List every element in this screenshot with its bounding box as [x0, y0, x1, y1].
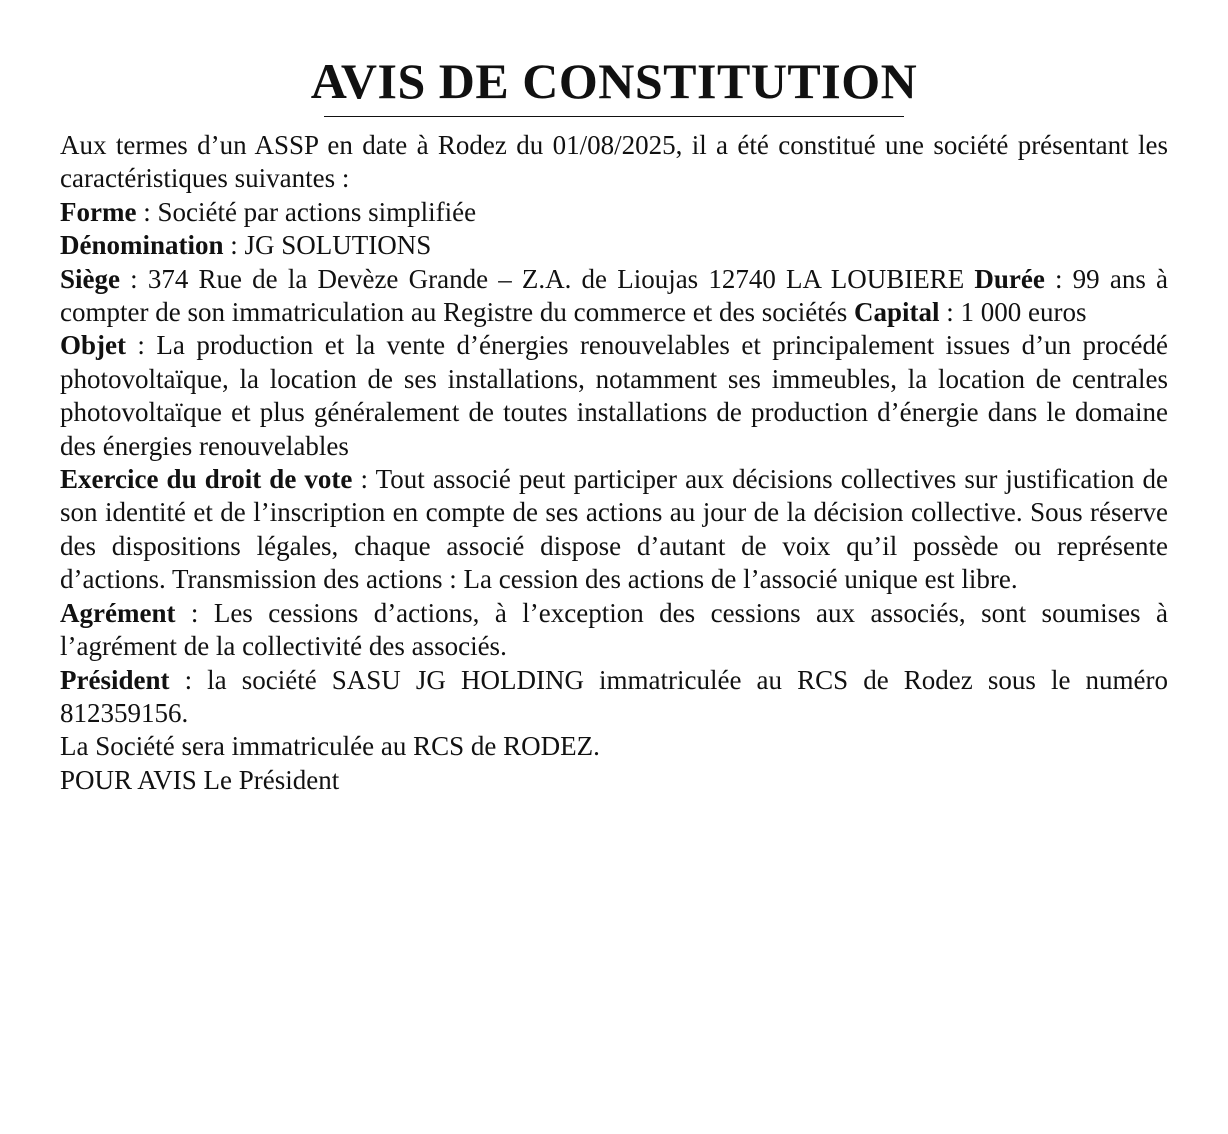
denomination-value: : JG SOLUTIONS: [223, 230, 432, 261]
legal-notice: [60, 52, 1168, 797]
president-value: : la société SASU JG HOLDING immatriculée au RCS de Rodez sous le numéro 812359156.: [60, 664, 1168, 728]
capital-label: Capital: [854, 297, 940, 328]
agrement-value: : Les cessions d’actions, à l’exception des cessions aux associés, sont soumises à l’agrément de la collectivité des associés.: [60, 597, 1168, 662]
notice-title: AVIS DE CONSTITUTION: [310, 53, 918, 109]
vote-paragraph: [60, 463, 1168, 597]
denomination-line: [60, 229, 1168, 262]
agrement-paragraph: [60, 597, 1168, 664]
forme-value: : Société par actions simplifiée: [136, 196, 477, 227]
agrement-label: Agrément: [60, 597, 176, 628]
president-label: Président: [60, 664, 170, 695]
notice-body: [60, 129, 1168, 797]
forme-line: [60, 196, 1168, 229]
denomination-label: Dénomination: [60, 230, 224, 261]
signature-line: POUR AVIS Le Président: [60, 764, 340, 795]
siege-value: : 374 Rue de la Devèze Grande – Z.A. de Lioujas 12740 LA LOUBIERE: [120, 263, 975, 294]
capital-value: : 1 000 euros: [939, 297, 1087, 328]
duree-value: : 99 ans à compter de son immatriculation au Registre du commerce et des sociétés: [60, 263, 1168, 328]
siege-label: Siège: [60, 263, 120, 294]
vote-value: : Tout associé peut participer aux décisions collectives sur justification de son identité et de l’inscription en compte de ses actions au jour de la décision collective. Sous réserve des dispositions légales, chaque associé dispose d’autant de voix qu’il possède ou représente d’actions. Transmission des actions : La cession des actions de l’associé unique est libre.: [60, 464, 1168, 595]
intro-paragraph: Aux termes d’un ASSP en date à Rodez du 01/08/2025, il a été constitué une société présentant les caractéristiques suivantes :: [60, 130, 1168, 194]
objet-label: Objet: [60, 330, 126, 361]
duree-label: Durée: [974, 263, 1045, 294]
objet-paragraph: [60, 329, 1168, 463]
forme-label: Forme: [60, 196, 137, 227]
vote-label: Exercice du droit de vote: [60, 464, 353, 495]
siege-duree-capital-paragraph: [60, 263, 1168, 330]
closing-line: La Société sera immatriculée au RCS de RODEZ.: [60, 731, 600, 762]
objet-value: : La production et la vente d’énergies renouvelables et principalement issues d’un procédé photovoltaïque, la location de ses installations, notamment ses immeubles, la location de centrales photovoltaïque et plus généralement de toutes installations de production d’énergie dans le domaine des énergies renouvelables: [60, 330, 1168, 461]
title-divider: [324, 116, 904, 117]
president-paragraph: [60, 664, 1168, 731]
